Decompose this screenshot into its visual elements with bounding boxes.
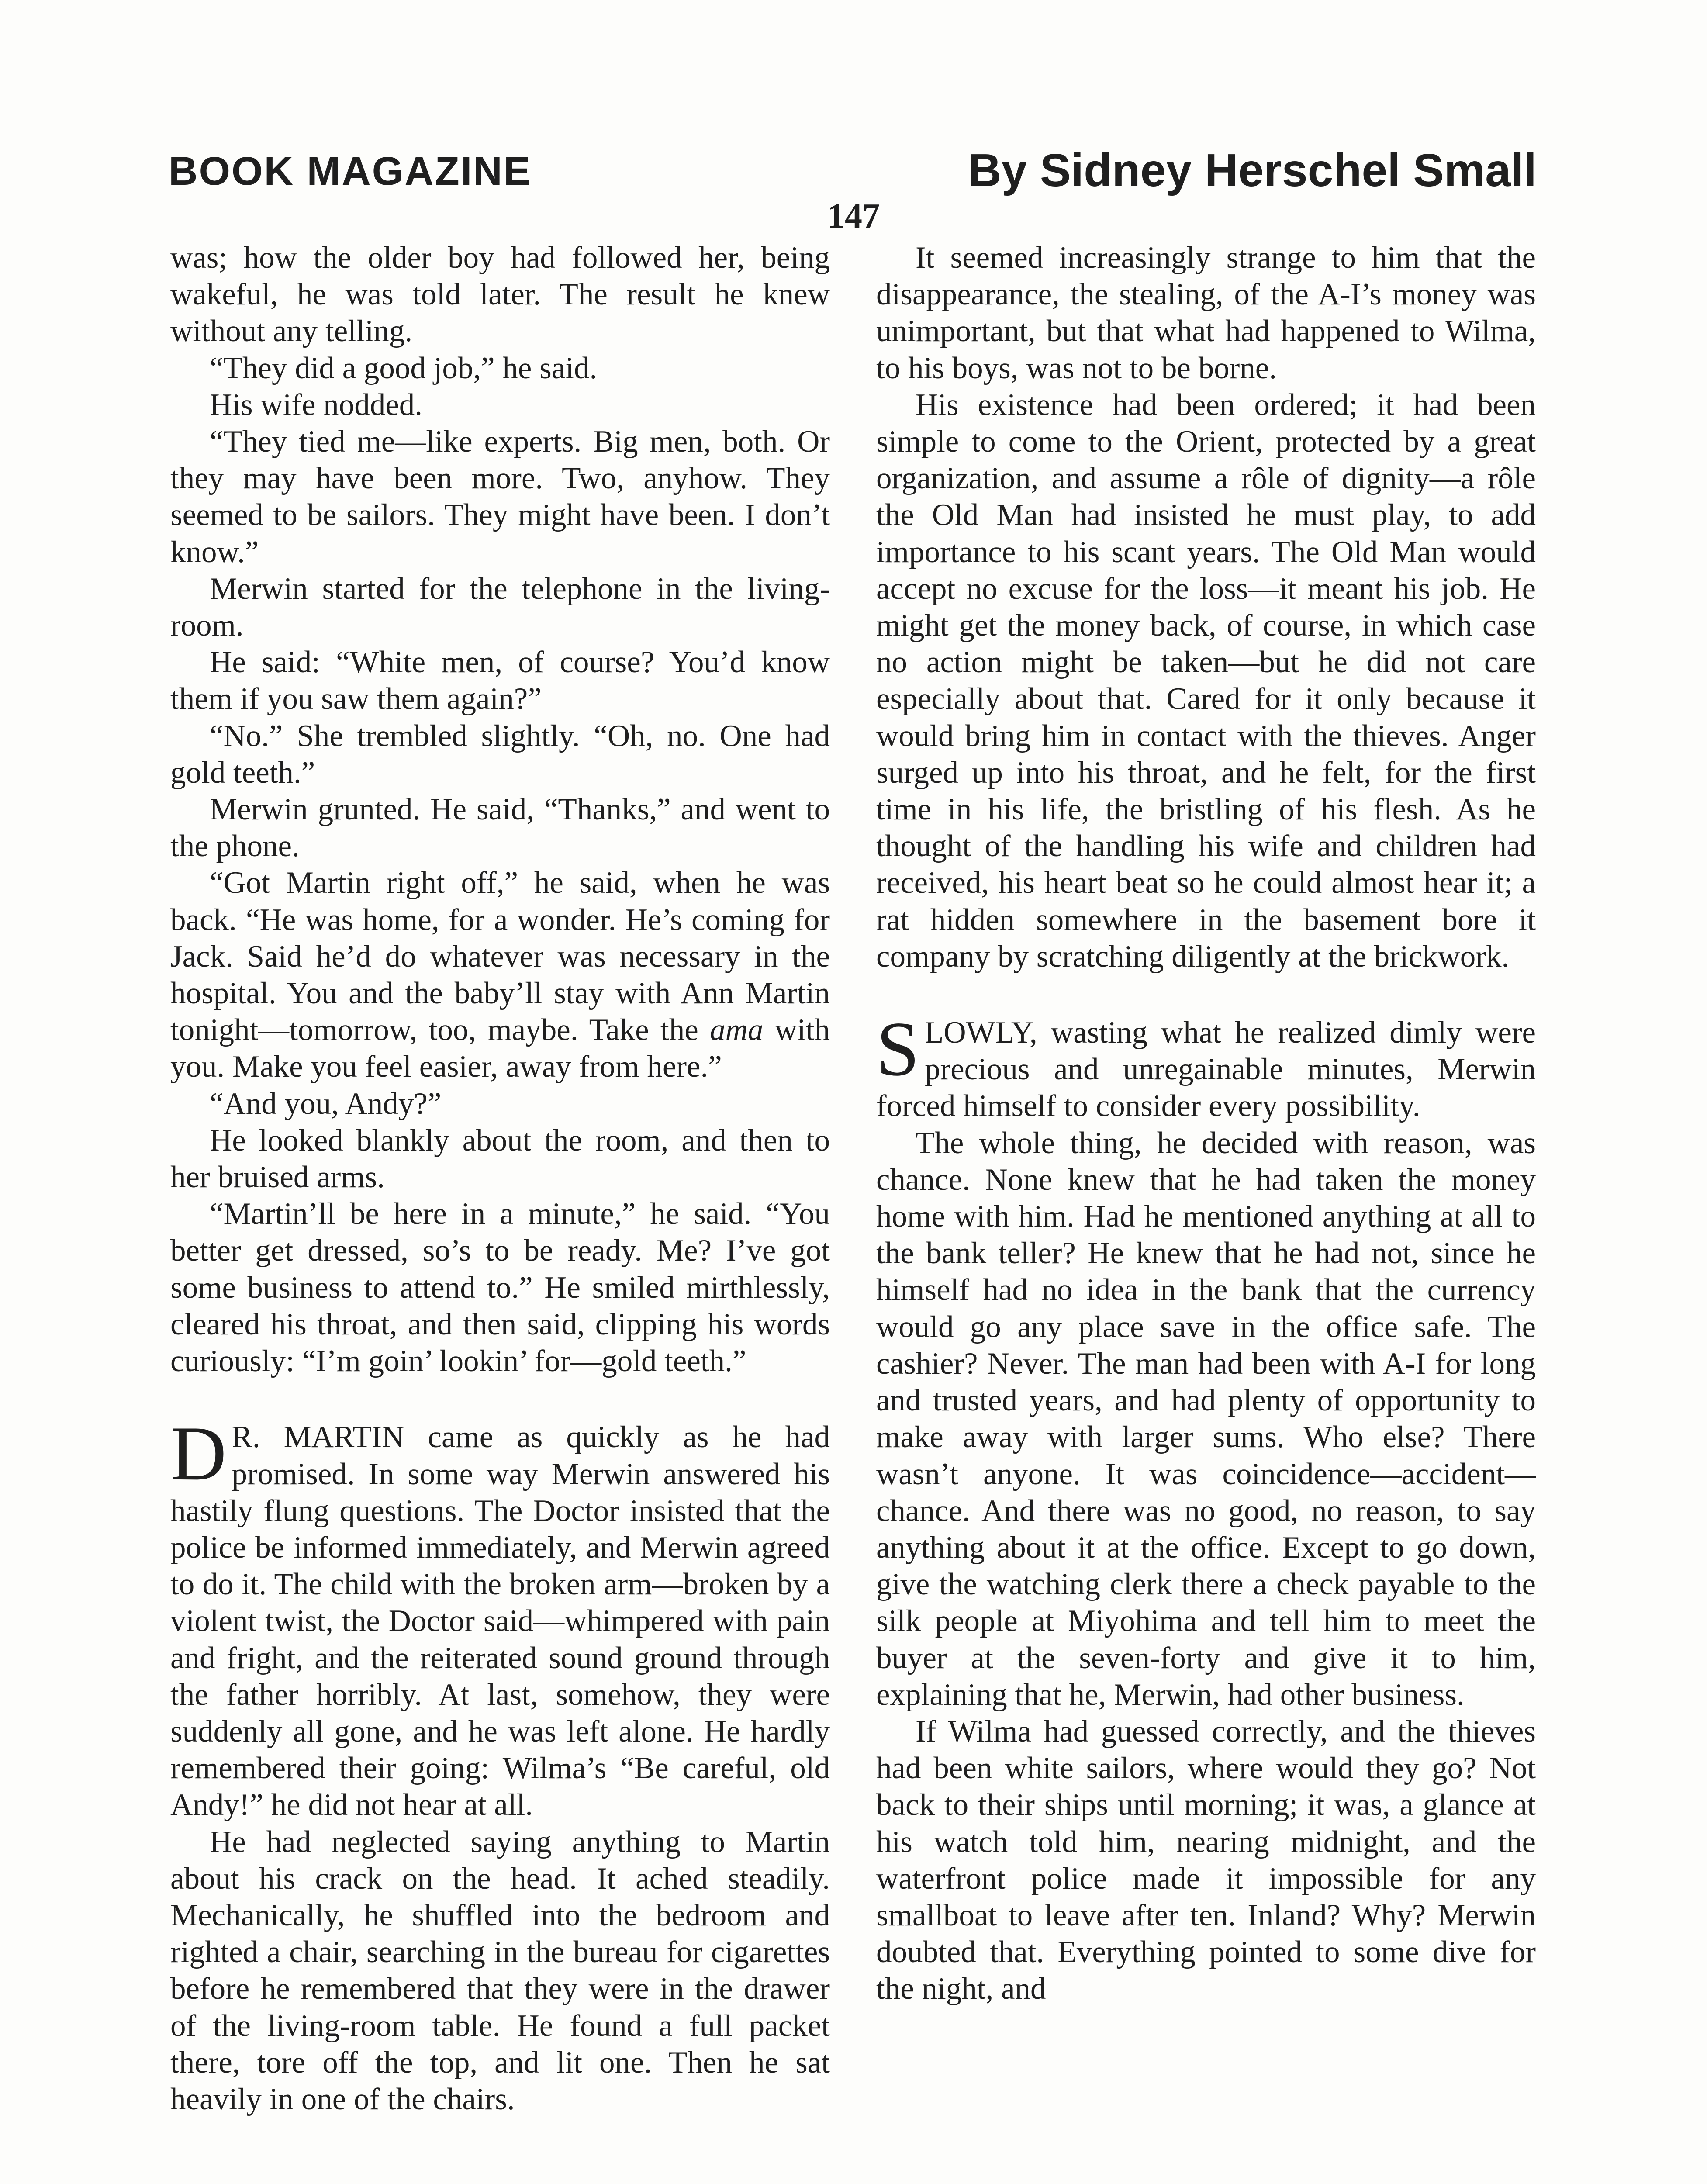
paragraph: “They did a good job,” he said.: [210, 351, 598, 385]
left-column: [170, 239, 830, 2118]
paragraph-text: R. MARTIN came as quickly as he had promised. In some way Merwin answered his hastily flung questions. The Doctor insisted that the police be informed immediately, and Merwin agreed to do it. The child with the broken arm—broken by a violent twist, the Doctor said—whimpered with pain and fright, and the reiterated sound ground through the father horribly. At last, somehow, they were suddenly all gone, and he was left alone. He hardly remembered their going: Wilma’s “Be careful, old Andy!” he did not hear at all.: [170, 1420, 830, 1822]
paragraph: [170, 864, 830, 1085]
paragraph: It seemed increasingly strange to him that the disappearance, the stealing, of the A-I’s money was unimportant, but that what had happened to Wilma, to his boys, was not to be borne.: [876, 241, 1536, 385]
magazine-title: BOOK MAGAZINE: [169, 149, 532, 194]
paragraph: Merwin started for the telephone in the living-room.: [170, 571, 830, 643]
paragraph: “No.” She trembled slightly. “Oh, no. One had gold teeth.”: [170, 719, 830, 790]
paragraph: “And you, Andy?”: [210, 1086, 442, 1121]
section-paragraph: [170, 1410, 830, 1823]
paragraph: was; how the older boy had followed her, being wakeful, he was told later. The result he knew without any telling.: [170, 241, 830, 349]
paragraph-text: “Got Martin right off,” he said, when he was back. “He was home, for a wonder. He’s coming for Jack. Said he’d do whatever was necessary in the hospital. You and the baby’ll stay with Ann Martin tonight—tomorrow, too, maybe. Take the: [170, 866, 830, 1047]
page-number: 147: [827, 197, 880, 235]
drop-cap: D: [170, 1410, 227, 1497]
drop-cap: S: [876, 1006, 919, 1092]
italic-word: ama: [710, 1013, 764, 1047]
paragraph: His wife nodded.: [210, 387, 423, 422]
paragraph-text: LOWLY, wasting what he realized dimly were precious and unregainable minutes, Merwin forced himself to consider every possibility.: [876, 1016, 1536, 1123]
paragraph: “They tied me—like experts. Big men, both. Or they may have been more. Two, anyhow. They seemed to be sailors. They might have been. I don’t know.”: [170, 425, 830, 569]
paragraph: He said: “White men, of course? You’d know them if you saw them again?”: [170, 645, 830, 716]
author-byline: By Sidney Herschel Small: [968, 145, 1537, 196]
paragraph: His existence had been ordered; it had been simple to come to the Orient, protected by a great organization, and assume a rôle of dignity—a rôle the Old Man had insisted he must play, to add importance to his scant years. The Old Man would accept no excuse for the loss—it meant his job. He might get the money back, of course, in which case no action might be taken—but he did not care especially about that. Cared for it only because it would bring him in contact with the thieves. Anger surged up into his throat, and he felt, for the first time in his life, the bristling of his flesh. As he thought of the handling his wife and children had received, his heart beat so he could almost hear it; a rat hidden somewhere in the basement bore it company by scratching diligently at the brickwork.: [876, 387, 1536, 974]
paragraph: Merwin grunted. He said, “Thanks,” and went to the phone.: [170, 792, 830, 864]
paragraph: If Wilma had guessed correctly, and the thieves had been white sailors, where would they go? Not back to their ships until morning; it was, a glance at his watch told him, nearing midnight, and the waterfront police made it impossible for any smallboat to leave after ten. Inland? Why? Merwin doubted that. Everything pointed to some dive for the night, and: [876, 1714, 1536, 2006]
paragraph: “Martin’ll be here in a minute,” he said. “You better get dressed, so’s to be ready. Me? I’ve got some business to attend to.” He smiled mirthlessly, cleared his throat, and then said, clipping his words curiously: “I’m goin’ lookin’ for—gold teeth.”: [170, 1197, 830, 1379]
paragraph: He looked blankly about the room, and then to her bruised arms.: [170, 1123, 830, 1195]
right-column: [876, 239, 1536, 2008]
section-paragraph: [876, 1006, 1536, 1125]
paragraph: The whole thing, he decided with reason, was chance. None knew that he had taken the money home with him. Had he mentioned anything at all to the bank teller? He knew that he had not, since he himself had no idea in the bank that the currency would go any place save in the office safe. The cashier? Never. The man had been with A-I for long and trusted years, and had plenty of opportunity to make away with larger sums. Who else? There wasn’t anyone. It was coincidence—accident—chance. And there was no good, no reason, to say anything about it at the office. Except to go down, give the watching clerk there a check payable to the silk people at Miyohima and tell him to meet the buyer at the seven-forty and give it to him, explaining that he, Merwin, had other business.: [876, 1126, 1536, 1712]
paragraph: He had neglected saying anything to Martin about his crack on the head. It ached steadily. Mechanically, he shuffled into the bedroom and righted a chair, searching in the bureau for cigarettes before he remembered that they were in the drawer of the living-room table. He found a full packet there, tore off the top, and lit one. Then he sat heavily in one of the chairs.: [170, 1825, 830, 2116]
paragraph-text: with you. Make you feel easier, away from here.”: [170, 1013, 830, 1084]
